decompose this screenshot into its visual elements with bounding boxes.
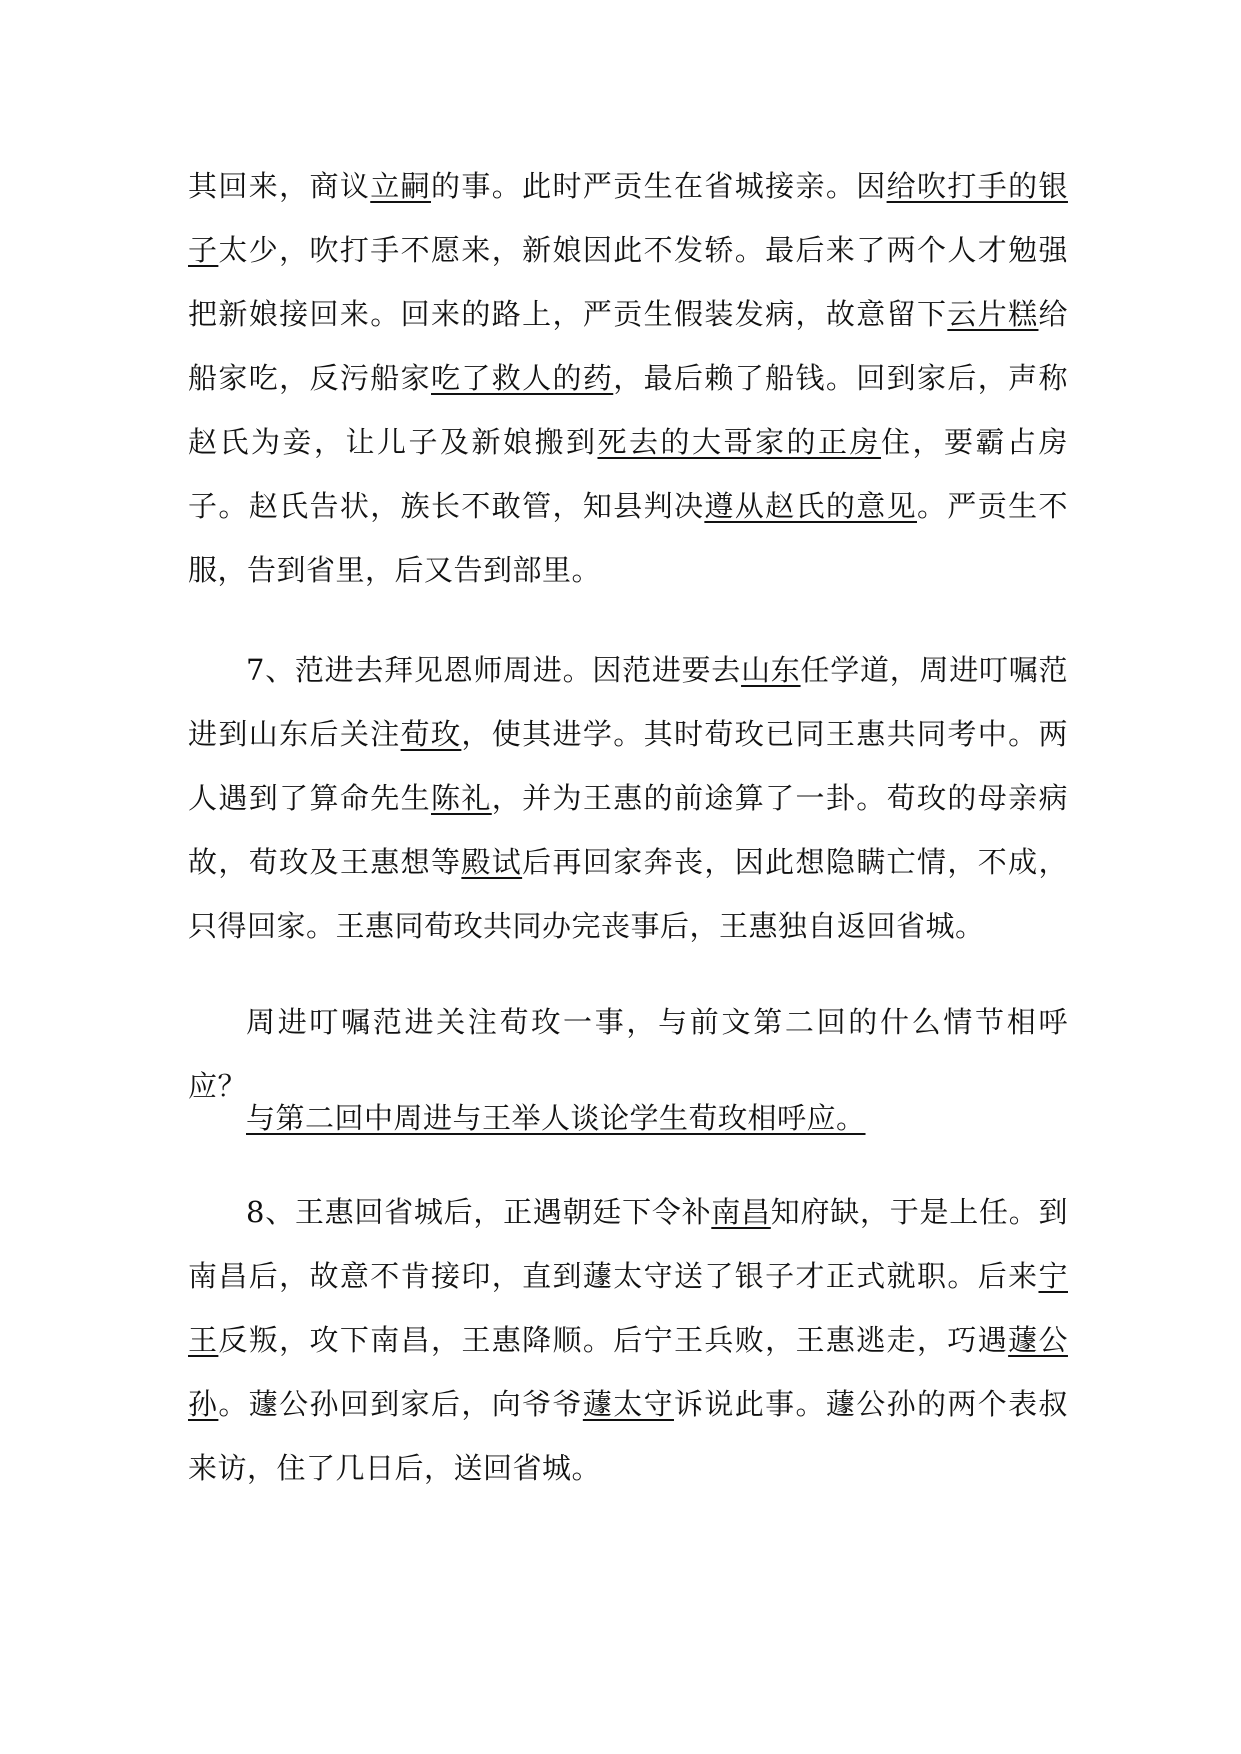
text-segment: 诉说此事。蘧公孙的两个表叔来访，住了几日后，送回省城。 [188,1387,1068,1485]
text-segment: ，使其进学。其时荀玫已同王惠共同考中。两人遇到了算命先生 [188,717,1068,815]
paragraph-item-7 [188,638,1068,958]
text-segment: 住，要霸占房子。赵氏告状，族长不敢管，知县判决 [188,425,1068,523]
text-segment: 后再回家奔丧，因此想隐瞒亡情，不成，只得回家。王惠同荀玫共同办完丧事后，王惠独自返回省城。 [188,845,1068,943]
underlined-answer: 死去的大哥家的正房 [597,425,881,459]
question-line: 周进叮嘱范进关注荀玫一事，与前文第二回的什么情节相呼应？ [188,1005,1068,1103]
text-segment: 任学道，周进叮嘱范进到山东后关注 [188,653,1068,751]
underlined-answer: 山东 [741,653,801,687]
underlined-answer: 吃了救人的药 [431,361,614,395]
text-segment: 知府缺，于是上任。到南昌后，故意不肯接印，直到蘧太守送了银子才正式就职。后来 [188,1195,1068,1293]
text-segment: 8、王惠回省城后，正遇朝廷下令补 [246,1195,712,1229]
underlined-answer: 云片糕 [947,297,1039,331]
underlined-answer: 立嗣 [370,169,431,203]
text-segment: 。蘧公孙回到家后，向爷爷 [218,1387,583,1421]
text-segment: ，并为王惠的前途算了一卦。荀玫的母亲病故，荀玫及王惠想等 [188,781,1068,879]
text-segment: 7、范进去拜见恩师周进。因范进要去 [246,653,742,687]
underlined-answer: 蘧太守 [582,1387,674,1421]
text-segment: 其回来，商议 [188,169,371,203]
text-segment: ，最后赖了船钱。回到家后，声称赵氏为妾，让儿子及新娘搬到 [188,361,1068,459]
underlined-answer: 宁王 [188,1259,1068,1357]
underlined-answer: 蘧公孙 [188,1323,1068,1421]
underlined-answer: 殿试 [461,845,523,879]
underlined-answer: 陈礼 [431,781,492,815]
underlined-answer: 荀玫 [400,717,462,751]
paragraph-item-8 [188,1180,1068,1500]
text-segment: 太少，吹打手不愿来，新娘因此不发轿。最后来了两个人才勉强把新娘接回来。回来的路上，严贡生假装发病，故意留下 [188,233,1068,331]
underlined-answer: 给吹打手的银子 [188,169,1068,267]
paragraph-yan-gongsheng [188,154,1068,602]
text-segment: 给船家吃，反污船家 [188,297,1068,395]
answer-text [188,1086,1068,1150]
text-segment: 反叛，攻下南昌，王惠降顺。后宁王兵败，王惠逃走，巧遇 [218,1323,1009,1357]
text-segment: 。严贡生不服，告到省里，后又告到部里。 [188,489,1068,587]
underlined-answer: 遵从赵氏的意见 [704,489,917,523]
text-segment: 的事。此时严贡生在省城接亲。因 [431,169,887,203]
answer-line: 与第二回中周进与王举人谈论学生荀玫相呼应。 [246,1101,866,1135]
underlined-answer: 南昌 [711,1195,771,1229]
